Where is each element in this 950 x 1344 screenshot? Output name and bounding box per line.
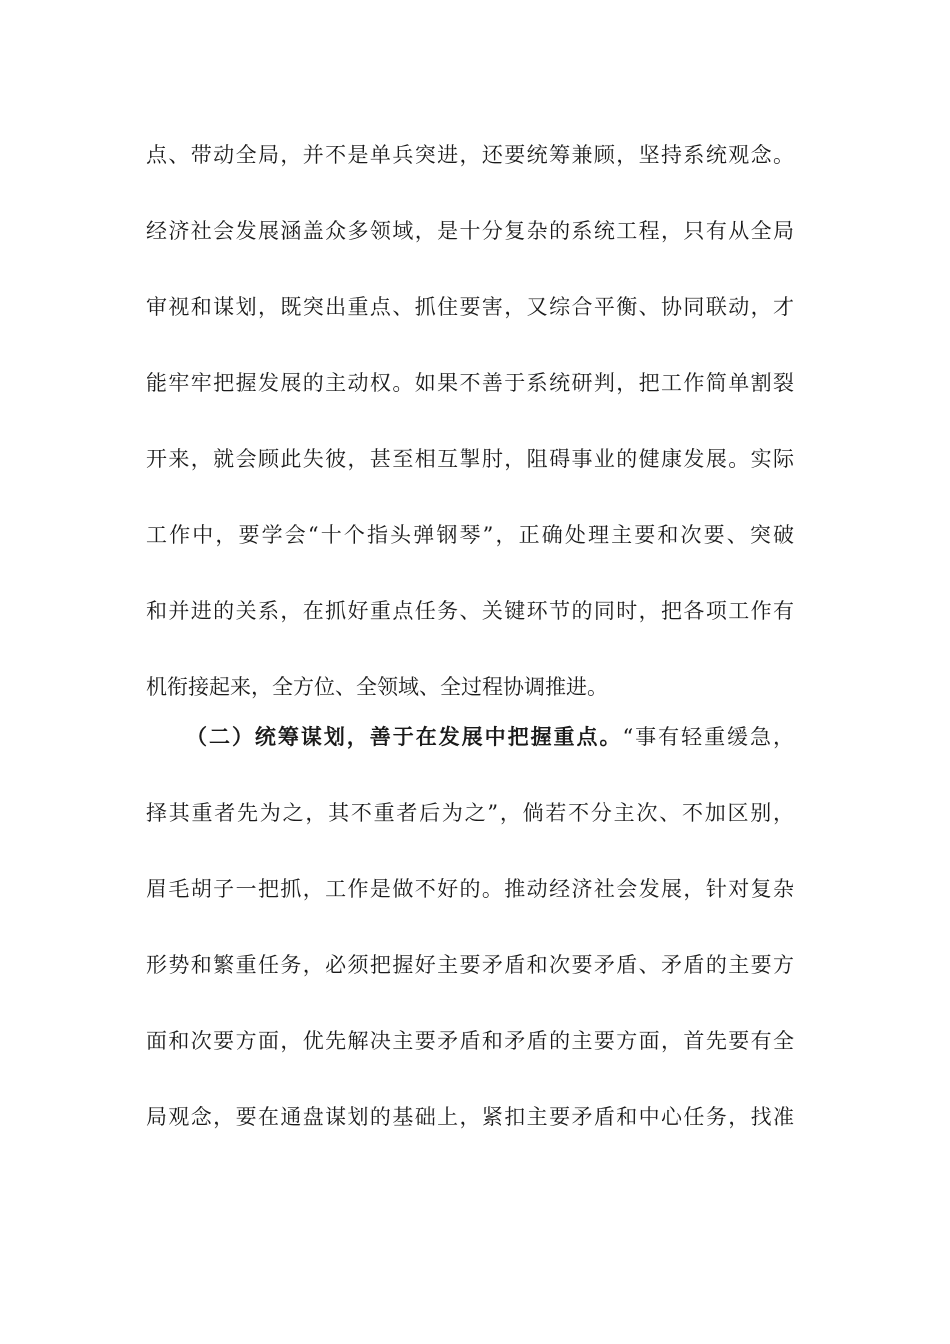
text-line: 开来，就会顾此失彼，甚至相互掣肘，阻碍事业的健康发展。实际: [146, 447, 794, 471]
text-line: 和并进的关系，在抓好重点任务、关键环节的同时，把各项工作有: [146, 599, 794, 623]
text-line: 能牢牢把握发展的主动权。如果不善于系统研判，把工作简单割裂: [146, 371, 794, 395]
text-line: 点、带动全局，并不是单兵突进，还要统筹兼顾，坚持系统观念。: [146, 143, 794, 167]
paragraph-priorities: [146, 722, 794, 1178]
text-line: 形势和繁重任务，必须把握好主要矛盾和次要矛盾、矛盾的主要方: [146, 953, 794, 977]
paragraph-system-view: [146, 140, 794, 748]
text-line: 工作中，要学会“十个指头弹钢琴”，正确处理主要和次要、突破: [146, 523, 794, 547]
text-line: 机衔接起来，全方位、全领域、全过程协调推进。: [146, 675, 608, 699]
heading-line: [146, 722, 794, 798]
text-line: 经济社会发展涵盖众多领域，是十分复杂的系统工程，只有从全局: [146, 219, 794, 243]
text-line: 择其重者先为之，其不重者后为之”，倘若不分主次、不加区别，: [146, 801, 794, 825]
text-line: 眉毛胡子一把抓，工作是做不好的。推动经济社会发展，针对复杂: [146, 877, 794, 901]
text-line: 面和次要方面，优先解决主要矛盾和矛盾的主要方面，首先要有全: [146, 1029, 794, 1053]
section-heading: （二）统筹谋划，善于在发展中把握重点。: [186, 724, 623, 749]
heading-line-rest: “事有轻重缓急，: [622, 725, 794, 749]
text-line: 审视和谋划，既突出重点、抓住要害，又综合平衡、协同联动，才: [146, 295, 794, 319]
text-line: 局观念，要在通盘谋划的基础上，紧扣主要矛盾和中心任务，找准: [146, 1105, 794, 1129]
